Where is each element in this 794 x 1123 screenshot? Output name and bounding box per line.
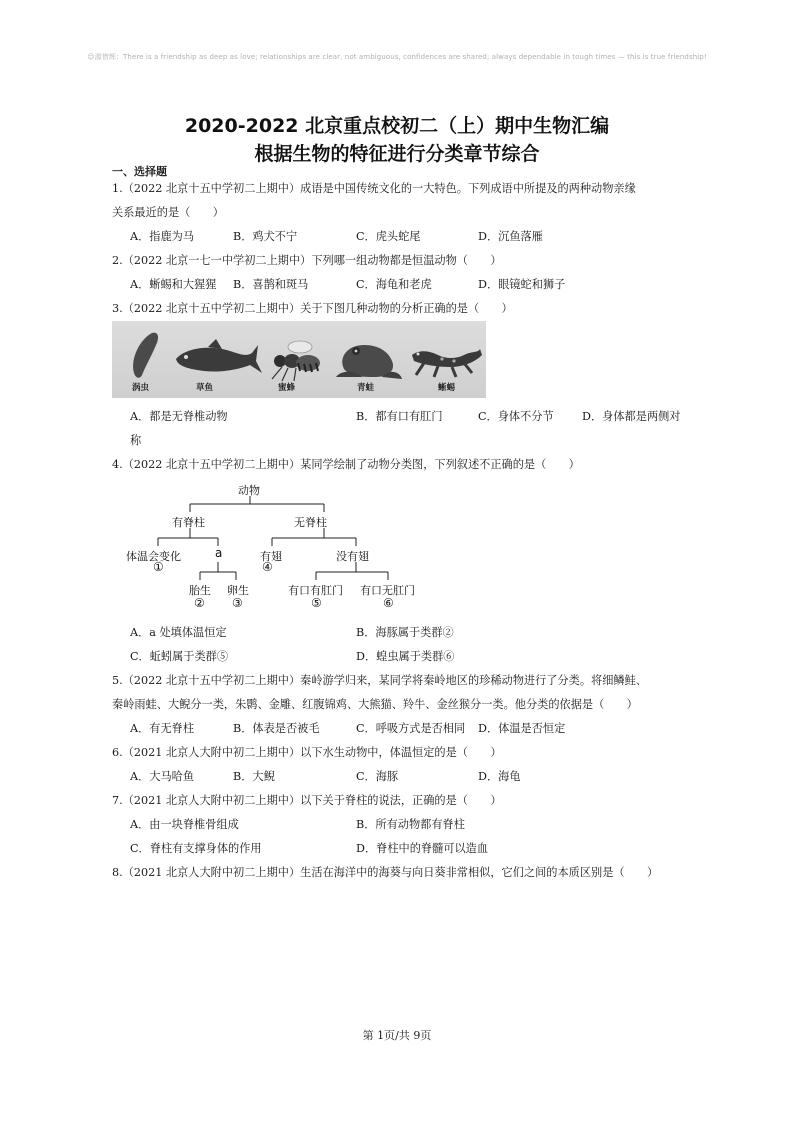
watermark-header: ☺源惜辉：There is a friendship as deep as love; relationships are clear, not ambiguous, confidences are shared; always dependable in tough times — this is true friendship! [87, 53, 707, 61]
q2-option-a: A．蜥蜴和大猩猩 [130, 278, 217, 291]
q4-text: 4.（2022 北京十五中学初二上期中）某同学绘制了动物分类图，下列叙述不正确的是（ ） [112, 458, 580, 471]
q4-option-a: A．a 处填体温恒定 [130, 626, 227, 639]
q8-text: 8.（2021 北京人大附中初二上期中）生活在海洋中的海葵与向日葵非常相似，它们之间的本质区别是（ ） [112, 866, 659, 879]
q5-option-a: A．有无脊柱 [130, 722, 195, 735]
q3-option-b: B．都有口有肛门 [356, 410, 443, 423]
node-winged: 有翅 [260, 550, 282, 563]
node-2: ② [194, 596, 205, 610]
q1-option-a: A．指鹿为马 [130, 230, 195, 243]
q5-option-d: D．体温是否恒定 [478, 722, 566, 735]
q3-text: 3.（2022 北京十五中学初二上期中）关于下图几种动物的分析正确的是（ ） [112, 302, 513, 315]
q6-option-c: C．海豚 [356, 770, 399, 783]
q7-option-b: B．所有动物都有脊柱 [356, 818, 465, 831]
q4-option-c: C．蚯蚓属于类群⑤ [130, 650, 229, 663]
document-title: 2020-2022 北京重点校初二（上）期中生物汇编 [184, 115, 610, 137]
node-3: ③ [232, 596, 243, 610]
node-mouth-no-anus: 有口无肛门 [360, 584, 415, 597]
node-oviparous: 卵生 [227, 584, 249, 597]
node-temp-change: 体温会变化 [126, 550, 181, 563]
page-number: 第 1页/共 9页 [362, 1029, 432, 1042]
node-wingless: 没有翅 [336, 550, 369, 563]
node-invertebrate: 无脊柱 [294, 516, 327, 529]
label-grass-carp: 草鱼 [196, 383, 214, 393]
q5-option-b: B．体表是否被毛 [233, 722, 320, 735]
document-subtitle: 根据生物的特征进行分类章节综合 [254, 143, 540, 165]
node-mouth-anus: 有口有肛门 [288, 584, 343, 597]
q1-text: 1.（2022 北京十五中学初二上期中）成语是中国传统文化的一大特色。下列成语中所提及的两种动物亲缘 [112, 182, 636, 195]
q2-text: 2.（2022 北京一七一中学初二上期中）下列哪一组动物都是恒温动物（ ） [112, 254, 502, 267]
q6-option-a: A．大马哈鱼 [130, 770, 195, 783]
q5-option-c: C．呼吸方式是否相同 [356, 722, 466, 735]
node-viviparous: 胎生 [189, 584, 211, 597]
q7-option-c: C．脊柱有支撑身体的作用 [130, 842, 262, 855]
q7-option-a: A．由一块脊椎骨组成 [130, 818, 239, 831]
q1-option-c: C．虎头蛇尾 [356, 230, 421, 243]
node-5: ⑤ [311, 596, 322, 610]
q2-option-c: C．海龟和老虎 [356, 278, 432, 291]
node-animals: 动物 [238, 484, 260, 497]
q3-option-a: A．都是无脊椎动物 [130, 410, 228, 423]
q6-text: 6.（2021 北京人大附中初二上期中）以下水生动物中，体温恒定的是（ ） [112, 746, 502, 759]
label-frog: 青蛙 [357, 383, 375, 393]
node-6: ⑥ [383, 596, 394, 610]
q6-option-b: B．大鲵 [233, 770, 275, 783]
q1-text-cont: 关系最近的是（ ） [112, 206, 224, 219]
node-a: a [215, 546, 223, 560]
animals-photo [112, 321, 486, 398]
label-planarian: 涡虫 [132, 383, 150, 393]
node-vertebrate: 有脊柱 [172, 516, 205, 529]
node-1: ① [153, 560, 164, 574]
label-bee: 蜜蜂 [278, 383, 296, 393]
q5-text: 5.（2022 北京十五中学初二上期中）秦岭游学归来，某同学将秦岭地区的珍稀动物进行了分类。将细鳞鲑、 [112, 674, 647, 687]
q7-option-d: D．脊柱中的脊髓可以造血 [356, 842, 489, 855]
q4-option-b: B．海豚属于类群② [356, 626, 454, 639]
q1-option-b: B．鸡犬不宁 [233, 230, 298, 243]
section-heading: 一、选择题 [112, 165, 167, 178]
q3-option-d-cont: 称 [130, 434, 142, 447]
q7-text: 7.（2021 北京人大附中初二上期中）以下关于脊柱的说法，正确的是（ ） [112, 794, 502, 807]
q1-option-d: D．沉鱼落雁 [478, 230, 543, 243]
label-lizard: 蜥蜴 [438, 383, 456, 393]
animals-illustration [112, 321, 486, 398]
q3-option-c: C．身体不分节 [478, 410, 554, 423]
node-4: ④ [262, 560, 273, 574]
q2-option-d: D．眼镜蛇和狮子 [478, 278, 566, 291]
q5-text-cont: 秦岭雨蛙、大鲵分一类，朱鹮、金雕、红腹锦鸡、大熊猫、羚牛、金丝猴分一类。他分类的依据是（ ） [112, 698, 638, 711]
q3-option-d: D．身体都是两侧对 [582, 410, 681, 423]
classification-tree [112, 478, 442, 618]
q6-option-d: D．海龟 [478, 770, 521, 783]
q2-option-b: B．喜鹊和斑马 [233, 278, 309, 291]
q4-option-d: D．蝗虫属于类群⑥ [356, 650, 455, 663]
